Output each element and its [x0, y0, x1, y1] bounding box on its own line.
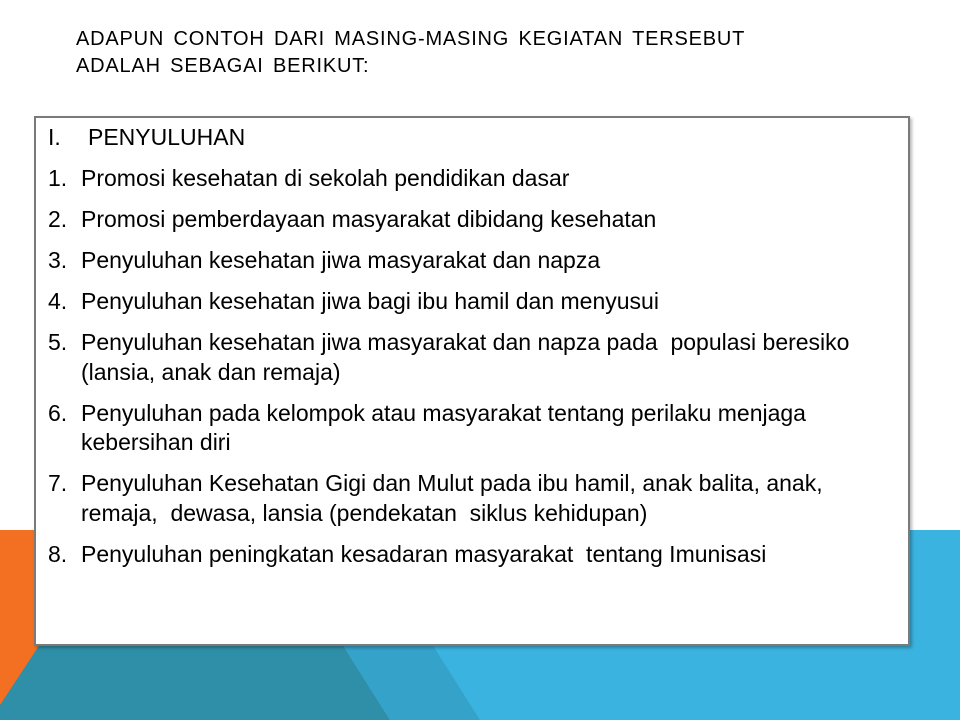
list-item-text: Penyuluhan pada kelompok atau masyarakat tentang perilaku menjaga kebersihan diri [81, 399, 813, 455]
list-item [48, 469, 904, 528]
list-item-text: Penyuluhan peningkatan kesadaran masyarakat tentang Imunisasi [81, 540, 767, 567]
slide-title-line-1: ADAPUN CONTOH DARI MASING-MASING KEGIATAN TERSEBUT [76, 28, 746, 50]
list-item-text: Penyuluhan kesehatan jiwa bagi ibu hamil dan menyusui [81, 288, 659, 314]
list-item [48, 540, 904, 570]
list-item-text: Promosi pemberdayaan masyarakat dibidang kesehatan [81, 206, 657, 232]
list-item-text: Promosi kesehatan di sekolah pendidikan dasar [81, 165, 570, 191]
list-item [48, 164, 904, 194]
slide-title-line-2: ADALAH SEBAGAI BERIKUT: [76, 55, 370, 77]
list-item-number: 2. [48, 206, 68, 232]
list-item-number: 8. [48, 540, 68, 567]
list-item-number: 7. [48, 470, 68, 496]
list-item-text: Penyuluhan Kesehatan Gigi dan Mulut pada ibu hamil, anak balita, anak, remaja, dewasa, lansia (pendekatan siklus kehidupan) [81, 470, 830, 526]
section-heading-text: PENYULUHAN [88, 124, 246, 150]
list-item-number: 6. [48, 399, 68, 426]
list-item-number: 3. [48, 247, 68, 273]
list-item [48, 399, 904, 458]
list-item-text: Penyuluhan kesehatan jiwa masyarakat dan napza pada populasi beresiko (lansia, anak dan remaja) [81, 329, 856, 385]
activity-list [48, 164, 904, 581]
list-item [48, 328, 904, 387]
list-item-number: 5. [48, 329, 68, 355]
section-heading [48, 123, 245, 151]
list-item-number: 1. [48, 165, 68, 191]
section-number: I. [48, 124, 61, 150]
slide-title [76, 26, 836, 80]
list-item [48, 287, 904, 317]
list-item-text: Penyuluhan kesehatan jiwa masyarakat dan napza [81, 247, 601, 273]
content-box [34, 116, 910, 646]
list-item [48, 246, 904, 276]
list-item [48, 205, 904, 235]
list-item-number: 4. [48, 288, 68, 314]
